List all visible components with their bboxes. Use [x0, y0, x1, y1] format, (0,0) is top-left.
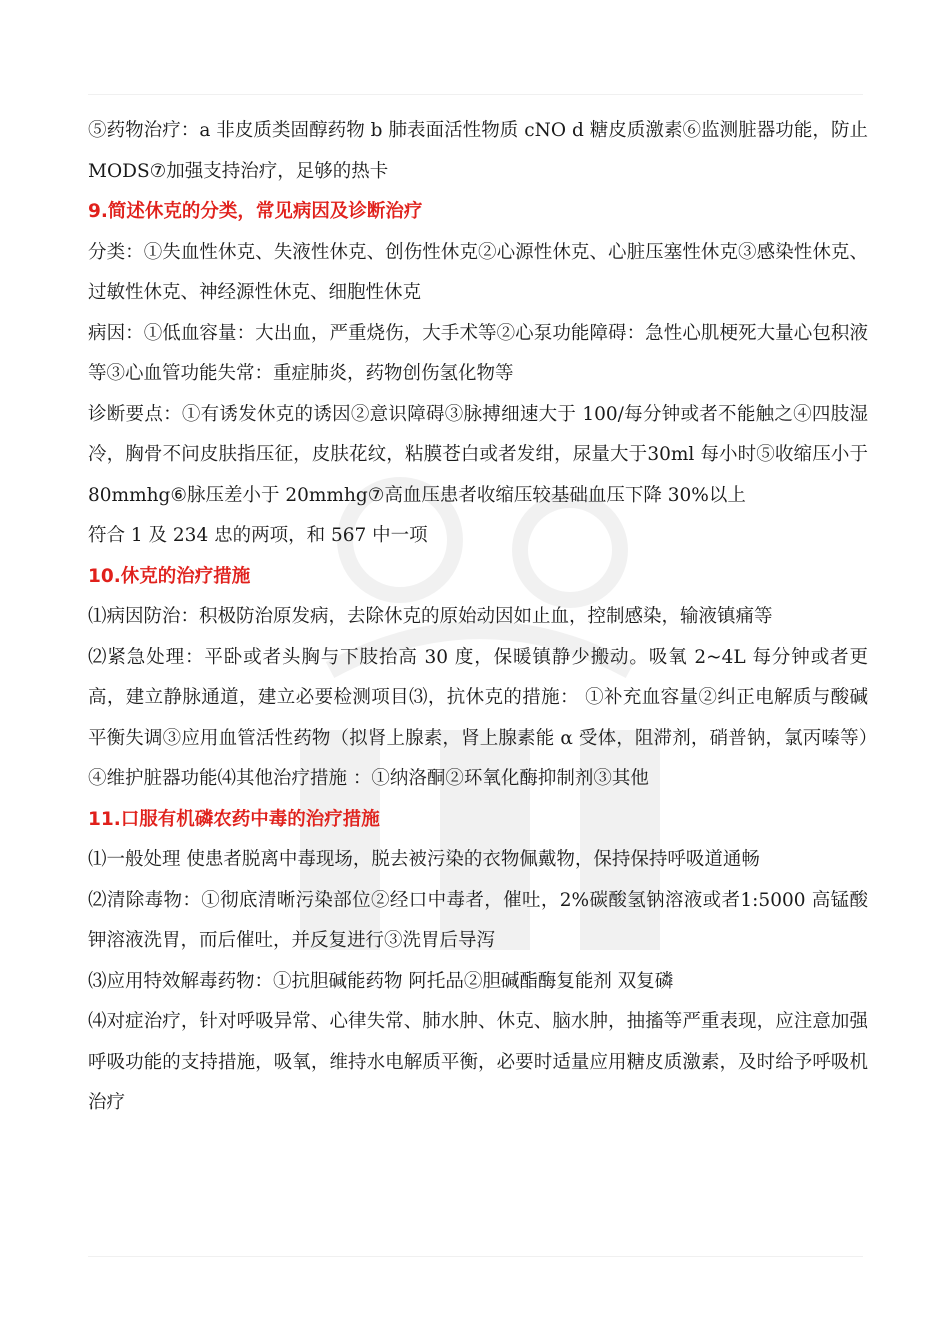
section-heading-11: 11.口服有机磷农药中毒的治疗措施 [88, 808, 380, 830]
paragraph-1: ⑤药物治疗：a 非皮质类固醇药物 b 肺表面活性物质 cNO d 糖皮质激素⑥监测脏器功能，防止 MODS⑦加强支持治疗，足够的热卡 [88, 120, 868, 182]
paragraph-criteria: 符合 1 及 234 忠的两项，和 567 中一项 [88, 525, 428, 546]
bottom-divider [88, 1256, 863, 1257]
section-heading-10: 10.休克的治疗措施 [88, 565, 251, 587]
paragraph-classification: 分类：①失血性休克、失液性休克、创伤性休克②心源性休克、心脏压塞性休克③感染性休克、过敏性休克、神经源性休克、细胞性休克 [88, 241, 868, 303]
top-divider [88, 94, 863, 95]
paragraph-poison-3: ⑶应用特效解毒药物：①抗胆碱能药物 阿托品②胆碱酯酶复能剂 双复磷 [88, 970, 674, 992]
paragraph-poison-1: ⑴一般处理 使患者脱离中毒现场，脱去被污染的衣物佩戴物，保持保持呼吸道通畅 [88, 849, 760, 870]
paragraph-poison-4: ⑷对症治疗，针对呼吸异常、心律失常、肺水肿、休克、脑水肿，抽搐等严重表现，应注意加强呼吸功能的支持措施，吸氧，维持水电解质平衡，必要时适量应用糖皮质激素，及时给予呼吸机治疗 [88, 1011, 868, 1113]
section-heading-9: 9.简述休克的分类，常见病因及诊断治疗 [88, 201, 423, 222]
paragraph-etiology: 病因：①低血容量：大出血，严重烧伤，大手术等②心泵功能障碍：急性心肌梗死大量心包积液等③心血管功能失常：重症肺炎，药物创伤氢化物等 [88, 322, 868, 384]
paragraph-diagnosis: 诊断要点：①有诱发休克的诱因②意识障碍③脉搏细速大于 100/每分钟或者不能触之④四肢湿冷，胸骨不问皮肤指压征，皮肤花纹，粘膜苍白或者发绀，尿量大于30ml 每小时⑤收缩压小于 80mmhg⑥脉压差小于 20mmhg⑦高血压患者收缩压较基础血压下降 30%以上 [88, 403, 868, 506]
paragraph-poison-2: ⑵清除毒物：①彻底清晰污染部位②经口中毒者，催吐，2%碳酸氢钠溶液或者1:5000 高锰酸钾溶液洗胃，而后催吐，并反复进行③洗胃后导泻 [88, 889, 868, 951]
paragraph-treatment-1: ⑴病因防治：积极防治原发病，去除休克的原始动因如止血，控制感染，输液镇痛等 [88, 606, 773, 627]
document-body [88, 111, 868, 1124]
paragraph-treatment-2: ⑵紧急处理：平卧或者头胸与下肢抬高 30 度，保暖镇静少搬动。吸氧 2~4L 每分钟或者更高，建立静脉通道，建立必要检测项目⑶，抗休克的措施： ①补充血容量②纠正电解质与酸碱平衡失调③应用血管活性药物（拟肾上腺素，肾上腺素能 α 受体，阻滞剂，硝普钠，氯丙嗪等）④维护脏器功能⑷其他治疗措施 ：①纳洛酮②环氧化酶抑制剂③其他 [88, 646, 868, 789]
